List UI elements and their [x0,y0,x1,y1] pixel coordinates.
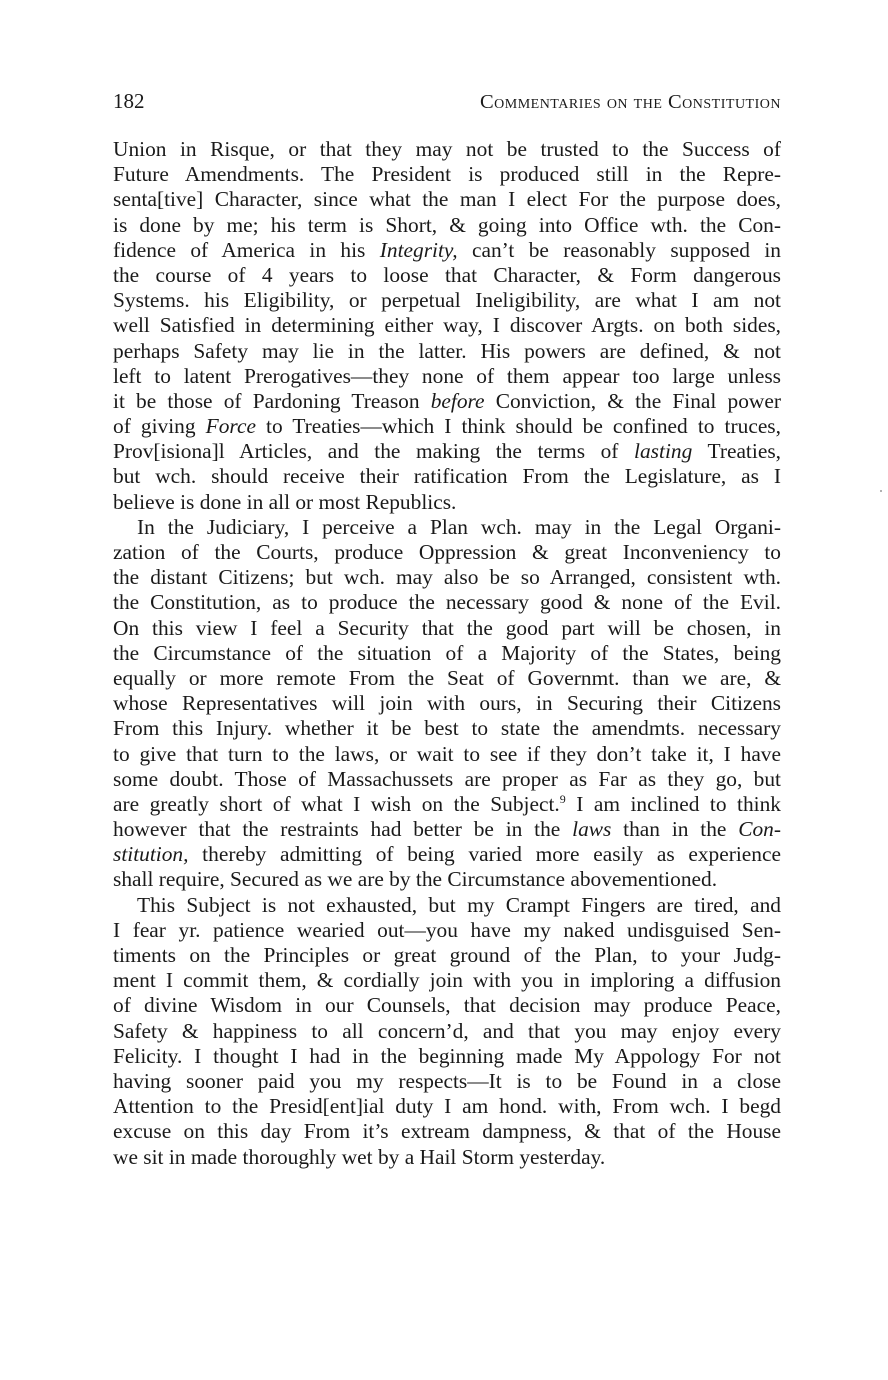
text-run: timents on the Principles or great ground of the Plan, to your Judg- [113,943,781,967]
text-run: Systems. his Eligibility, or perpetual Ineligibility, are what I am not [113,288,781,313]
text-run: can’t be reasonably supposed in [457,237,781,262]
text-line [113,943,781,968]
margin-speck [880,490,882,492]
text-run: zation of the Courts, produce Oppression & great Inconveniency to [113,540,781,564]
text-line [113,993,781,1018]
text-line [113,590,781,615]
text-run: of divine Wisdom in our Counsels, that decision may produce Peace, [113,993,781,1018]
text-line [113,288,781,313]
text-line [113,666,781,691]
text-run: well Satisfied in determining either way, I discover Argts. on both sides, [113,313,781,338]
text-line [113,187,781,212]
text-run: I am inclined to think [565,791,781,816]
paragraph [113,137,781,515]
text-run: left to latent Prerogatives—they none of them appear too large unless [113,363,781,388]
text-line [113,1145,781,1170]
text-run: the Constitution, as to produce the necessary good & none of the Evil. [113,590,781,615]
text-run: ment I commit them, & cordially join with you in imploring a diffusion [113,968,781,993]
text-run: believe is done in all or most Republics. [113,489,457,514]
text-run: Union in Risque, or that they may not be trusted to the Success of [113,137,781,161]
text-line [113,716,781,741]
page-number: 182 [113,89,145,113]
text-run: is done by me; his term is Short, & going into Office wth. the Con- [113,212,781,237]
text-run: I fear yr. patience wearied out—you have my naked undisguised Sen- [113,917,781,942]
text-run: the Circumstance of the situation of a Majority of the States, being [113,640,781,665]
text-line [113,867,781,892]
text-run: fidence of America in his [113,237,380,262]
text-line [113,339,781,364]
running-head [113,86,781,116]
book-page [113,86,781,1170]
text-run: Future Amendments. The President is produced still in the Repre- [113,162,781,187]
text-line [113,313,781,338]
text-run: On this view I feel a Security that the good part will be chosen, in [113,615,781,640]
text-line [113,842,781,867]
text-line [113,616,781,641]
footnote-marker: 9 [559,791,566,806]
text-line [113,464,781,489]
text-line [113,641,781,666]
text-run: thereby admitting of being varied more easily as experience [188,842,781,867]
text-run: excuse on this day From it’s extream dampness, & that of the House [113,1119,781,1144]
text-line [113,691,781,716]
text-run: In the Judiciary, I perceive a Plan wch. may in the Legal Organi- [137,514,781,539]
text-run: This Subject is not exhausted, but my Crampt Fingers are tired, and [137,892,781,917]
text-line [113,515,781,540]
text-run: but wch. should receive their ratification From the Legislature, as I [113,464,781,489]
text-line [113,137,781,162]
text-line [113,792,781,817]
text-run: than in the [611,817,739,842]
italic-text: Con- [738,817,781,842]
text-run: perhaps Safety may lie in the latter. His powers are defined, & not [113,338,781,363]
text-run: however that the restraints had better be in the [113,817,573,842]
text-line [113,213,781,238]
text-line [113,918,781,943]
italic-text: laws [572,817,612,842]
text-run: it be those of Pardoning Treason [113,388,431,413]
text-run: Attention to the Presid[ent]ial duty I am hond. with, From wch. I begd [113,1094,781,1119]
text-run: Felicity. I thought I had in the beginning made My Appology For not [113,1043,781,1068]
text-run: equally or more remote From the Seat of Governmt. than we are, & [113,665,781,690]
text-line [113,893,781,918]
text-line [113,490,781,515]
text-line [113,238,781,263]
text-run: From this Injury. whether it be best to state the amendmts. necessary [113,716,781,741]
text-line [113,1069,781,1094]
text-run: senta[tive] Character, since what the man I elect For the purpose does, [113,187,781,212]
text-run: Prov[isiona]l Articles, and the making the terms of [113,439,635,464]
text-line [113,389,781,414]
text-line [113,414,781,439]
text-run: we sit in made thoroughly wet by a Hail Storm yesterday. [113,1144,606,1169]
running-title: Commentaries on the Constitution [479,91,781,113]
text-run: the course of 4 years to loose that Character, & Form dangerous [113,262,781,287]
paragraph [113,893,781,1170]
text-run: to give that turn to the laws, or wait to see if they don’t take it, I have [113,741,781,766]
text-run: some doubt. Those of Massachussets are proper as Far as they go, but [113,766,781,791]
text-line [113,968,781,993]
text-run: whose Representatives will join with ours, in Securing their Citizens [113,691,781,716]
text-line [113,439,781,464]
italic-text: Force [205,414,256,439]
text-run: Treaties, [692,439,781,464]
text-run: Safety & happiness to all concern’d, and that you may enjoy every [113,1018,781,1043]
body-text [113,137,781,1170]
text-line [113,540,781,565]
text-run: the distant Citizens; but wch. may also be so Arranged, consistent wth. [113,565,781,590]
text-line [113,1094,781,1119]
text-run: of giving [113,414,206,439]
text-run: having sooner paid you my respects—It is to be Found in a close [113,1068,781,1093]
text-line [113,742,781,767]
text-line [113,364,781,389]
italic-text: lasting [634,439,693,464]
text-line [113,565,781,590]
text-line [113,1019,781,1044]
text-run: Conviction, & the Final power [484,388,781,413]
text-run: shall require, Secured as we are by the Circumstance abovementioned. [113,867,718,892]
italic-text: before [430,388,485,413]
text-run: to Treaties—which I think should be confined to truces, [255,414,781,439]
text-line [113,263,781,288]
text-line [113,817,781,842]
text-line [113,1119,781,1144]
text-line [113,162,781,187]
paragraph [113,515,781,893]
text-line [113,1044,781,1069]
italic-text: stitution, [113,842,189,867]
text-line [113,767,781,792]
italic-text: Integrity, [379,237,458,262]
text-run: are greatly short of what I wish on the Subject. [113,791,560,816]
